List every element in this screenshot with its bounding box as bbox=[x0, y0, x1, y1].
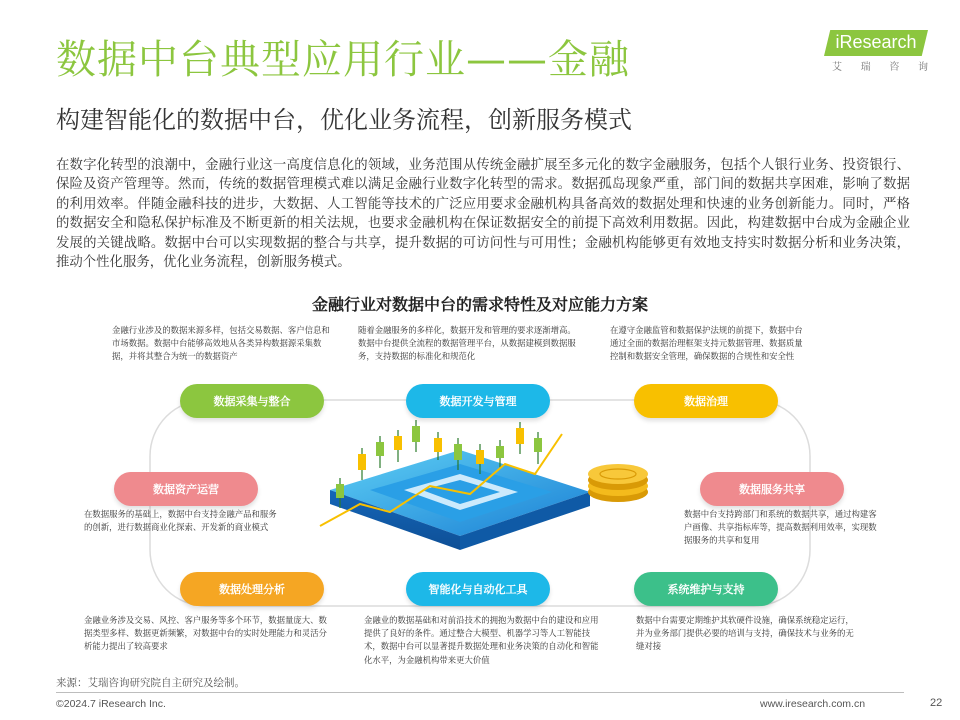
desc-ai-automation: 金融业的数据基础和对前沿技术的拥抱为数据中台的建设和应用提供了良好的条件。通过整合大模型、机器学习等人工智能技术，数据中台可以显著提升数据处理和业务决策的自动化和智能化水平，为金融机构带来更大价值 bbox=[364, 615, 599, 665]
intro-paragraph: 在数字化转型的浪潮中，金融行业这一高度信息化的领域，业务范围从传统金融扩展至多元化的数字金融服务，包括个人银行业务、投资银行、保险及资产管理等。然而，传统的数据管理模式难以满足金融行业数字化转型的需求。数据孤岛现象严重，部门间的数据共享困难，影响了数据的利用效率。伴随金融科技的进步，大数据、人工智能等技术的广泛应用要求金融机构具备高效的数据处理和快速的业务创新能力。同时，严格的数据安全和隐私保护标准及不断更新的相关法规，也要求金融机构在保证数据安全的前提下高效利用数据。因此，构建数据中台成为金融企业发展的关键战略。数据中台可以实现数据的整合与共享，提升数据的可访问性与可用性；金融机构能够更有效地支持实时数据分析和业务决策，推动个性化服务，优化业务流程，创新服务模式。 bbox=[56, 158, 910, 271]
diagram-title: 金融行业对数据中台的需求特性及对应能力方案 bbox=[311, 295, 648, 314]
logo-char: 咨 bbox=[889, 62, 900, 73]
desc-processing-analysis: 金融业务涉及交易、风控、客户服务等多个环节，数据量庞大、数据类型多样、数据更新频繁，对数据中台的实时处理能力和灵活分析能力提出了较高要求 bbox=[84, 615, 327, 652]
logo-subtitle bbox=[832, 58, 928, 73]
logo-char: 瑞 bbox=[860, 62, 871, 73]
node-processing-analysis: 数据处理分析 bbox=[180, 572, 324, 606]
source-note: 来源：艾瑞咨询研究院自主研究及绘制。 bbox=[56, 677, 245, 689]
logo-char: 艾 bbox=[832, 62, 842, 73]
node-asset-operation: 数据资产运营 bbox=[114, 472, 258, 506]
desc-data-collection: 金融行业涉及的数据来源多样，包括交易数据、客户信息和市场数据。数据中台能够高效地从各类异构数据源采集数据，并将其整合为统一的数据资产 bbox=[112, 325, 330, 362]
desc-service-sharing: 数据中台支持跨部门和系统的数据共享，通过构建客户画像、共享指标库等，提高数据利用效率，实现数据服务的共享和复用 bbox=[684, 509, 877, 546]
page-subtitle: 构建智能化的数据中台，优化业务流程，创新服务模式 bbox=[56, 106, 632, 134]
node-service-sharing: 数据服务共享 bbox=[700, 472, 844, 506]
footer-copyright: ©2024.7 iResearch Inc. bbox=[56, 698, 166, 710]
iresearch-logo bbox=[824, 30, 928, 73]
desc-system-maintenance: 数据中台需要定期维护其软硬件设施，确保系统稳定运行，并为业务部门提供必要的培训与支持，确保技术与业务的无缝对接 bbox=[636, 615, 854, 652]
page-number: 22 bbox=[930, 697, 943, 709]
node-system-maintenance: 系统维护与支持 bbox=[634, 572, 778, 606]
platform-base bbox=[330, 450, 590, 550]
node-ai-automation: 智能化与自动化工具 bbox=[406, 572, 550, 606]
data-platform-illustration bbox=[300, 408, 660, 568]
footer-divider bbox=[56, 692, 904, 693]
logo-brand: iResearch bbox=[835, 32, 917, 52]
footer-website: www.iresearch.com.cn bbox=[760, 698, 866, 710]
logo-char: 询 bbox=[917, 62, 928, 73]
desc-asset-operation: 在数据服务的基础上，数据中台支持金融产品和服务的创新，进行数据商业化探索、开发新的商业模式 bbox=[84, 509, 277, 533]
node-data-collection: 数据采集与整合 bbox=[180, 384, 324, 418]
page-title: 数据中台典型应用行业——金融 bbox=[56, 37, 630, 83]
coin-stack bbox=[588, 464, 648, 502]
desc-data-governance: 在遵守金融监管和数据保护法规的前提下，数据中台通过全面的数据治理框架支持元数据管理、数据质量控制和数据安全管理，确保数据的合规性和安全性 bbox=[610, 325, 803, 362]
node-data-governance: 数据治理 bbox=[634, 384, 778, 418]
node-data-development: 数据开发与管理 bbox=[406, 384, 550, 418]
desc-data-development: 随着金融服务的多样化，数据开发和管理的要求逐渐增高。数据中台提供全流程的数据管理平台，从数据建模到数据服务，支持数据的标准化和规范化 bbox=[358, 325, 576, 362]
